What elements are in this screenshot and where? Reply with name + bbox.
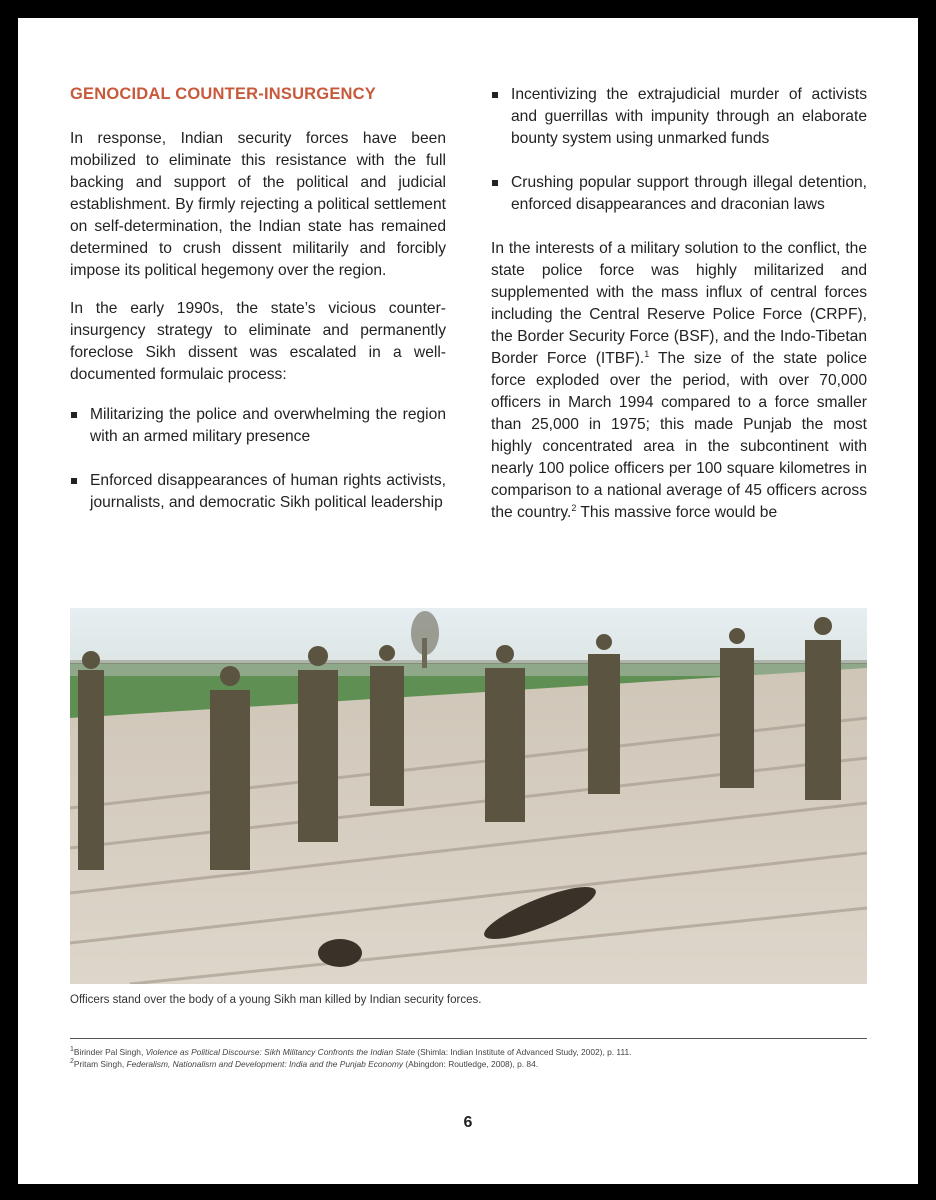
footnote-mark: 2: [70, 1058, 74, 1066]
footnote-ref[interactable]: 1: [644, 348, 650, 359]
footnote-rest: (Abingdon: Routledge, 2008), p. 84.: [403, 1059, 539, 1069]
footnote-title: Federalism, Nationalism and Development: India and the Punjab Economy: [126, 1059, 404, 1069]
footnote-mark: 1: [70, 1046, 74, 1054]
footnotes: [70, 1046, 867, 1070]
footnote-1: [70, 1046, 867, 1058]
bullet-square-icon: [492, 92, 498, 98]
bullet-item: [491, 172, 867, 216]
footnote-2: [70, 1058, 867, 1070]
paragraph-text: This massive force would be: [576, 504, 778, 521]
bullet-square-icon: [71, 478, 77, 484]
bullet-square-icon: [71, 412, 77, 418]
footnote-author: Birinder Pal Singh,: [73, 1047, 146, 1057]
footnote-divider: [70, 1038, 867, 1039]
bullet-square-icon: [492, 180, 498, 186]
right-column: [491, 84, 867, 540]
bullet-text: Crushing popular support through illegal detention, enforced disappearances and draconian laws: [511, 174, 867, 213]
photo-caption: Officers stand over the body of a young Sikh man killed by Indian security forces.: [70, 994, 482, 1006]
paragraph-military-solution: [491, 238, 867, 524]
section-title: GENOCIDAL COUNTER-INSURGENCY: [70, 85, 376, 103]
bullet-item: [70, 404, 446, 448]
page-number: 6: [463, 1114, 473, 1131]
bullet-item: [491, 84, 867, 150]
footnote-ref[interactable]: 2: [571, 502, 577, 513]
document-page: [18, 18, 918, 1184]
footnote-author: Pritam Singh,: [73, 1059, 127, 1069]
bullet-item: [70, 470, 446, 514]
paragraph-early-1990s: In the early 1990s, the state’s vicious counter-insurgency strategy to eliminate and permanently foreclose Sikh dissent was escalated in a well-documented formulaic process:: [70, 300, 446, 383]
paragraph-text: In the interests of a military solution to the conflict, the state police force was highly militarized and supplemented with the mass influx of central forces including the Central Reserve Police Force (CRPF), the Border Security Force (BSF), and the Indo-Tibetan Border Force (ITBF).: [491, 240, 867, 367]
bullet-text: Enforced disappearances of human rights activists, journalists, and democratic Sikh political leadership: [90, 472, 446, 511]
bullet-text: Militarizing the police and overwhelming the region with an armed military presence: [90, 406, 446, 445]
footnote-rest: (Shimla: Indian Institute of Advanced Study, 2002), p. 111.: [414, 1047, 632, 1057]
paragraph-response: In response, Indian security forces have been mobilized to eliminate this resistance with the full backing and support of the political and judicial establishment. By firmly rejecting a political settlement on self-determination, the Indian state has remained determined to crush dissent militarily and forcibly impose its political hegemony over the region.: [70, 130, 446, 279]
paragraph-text: The size of the state police force exploded over the period, with over 70,000 officers in March 1994 compared to a force smaller than 25,000 in 1975; this made Punjab the most highly concentrated area in the subcontinent with nearly 100 police officers per 100 square kilometres in comparison to a national average of 45 officers across the country.: [491, 350, 867, 521]
bullet-list-left: [70, 404, 446, 514]
left-column: [70, 80, 446, 536]
bullet-list-right: [491, 84, 867, 216]
footnote-title: Violence as Political Discourse: Sikh Militancy Confronts the Indian State: [145, 1047, 415, 1057]
bullet-text: Incentivizing the extrajudicial murder of activists and guerrillas with impunity through an elaborate bounty system using unmarked funds: [511, 86, 867, 147]
photo-officers-field: [70, 608, 867, 984]
